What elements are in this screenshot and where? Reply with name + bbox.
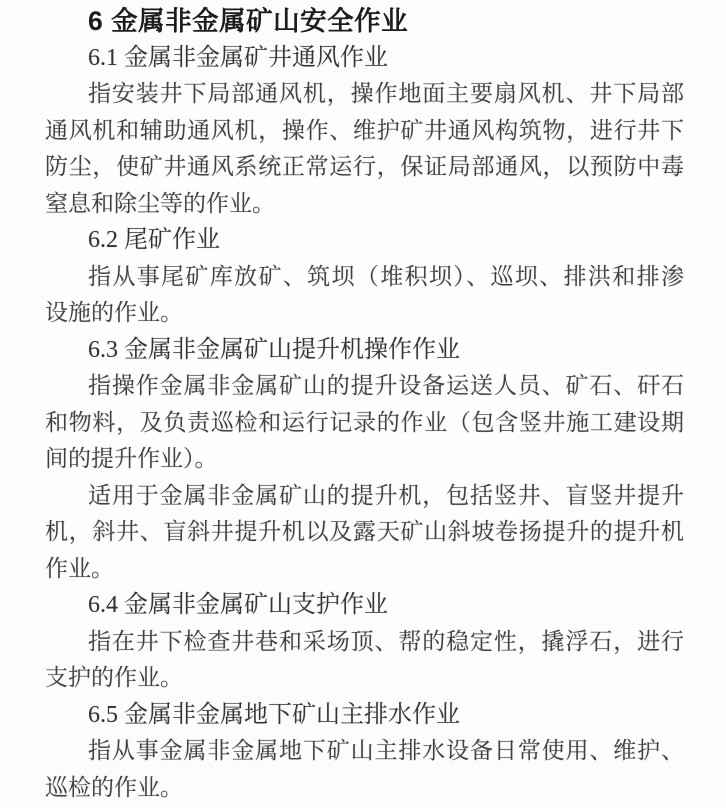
paragraph-line: 和物料，及负责巡检和运行记录的作业（包含竖井施工建设期 — [45, 409, 684, 435]
paragraph — [45, 478, 684, 588]
paragraph — [45, 733, 684, 806]
paragraph-line: 支护的作业。 — [45, 665, 183, 690]
section-6-4 — [45, 587, 684, 697]
chapter-heading: 6 金属非金属矿山安全作业 — [88, 6, 409, 36]
paragraph-line: 指在井下检查井巷和采场顶、帮的稳定性，撬浮石，进行 — [88, 628, 684, 654]
paragraph-line: 巡检的作业。 — [45, 774, 183, 800]
paragraph-line: 间的提升作业）。 — [45, 446, 218, 471]
paragraph-line: 指从事金属非金属地下矿山主排水设备日常使用、维护、 — [88, 738, 684, 763]
paragraph-line: 作业。 — [45, 555, 114, 581]
paragraph — [45, 259, 684, 332]
paragraph — [45, 76, 684, 222]
section-heading-6-1: 6.1 金属非金属矿井通风作业 — [88, 44, 388, 71]
paragraph-line: 适用于金属非金属矿山的提升机，包括竖井、盲竖井提升 — [88, 482, 684, 508]
section-6-5 — [45, 697, 684, 807]
paragraph-line: 指从事尾矿库放矿、筑坝（堆积坝）、巡坝、排洪和排渗 — [88, 263, 684, 289]
section-6-1 — [45, 40, 684, 223]
section-heading-6-3: 6.3 金属非金属矿山提升机操作作业 — [88, 336, 460, 363]
section-heading-6-5: 6.5 金属非金属地下矿山主排水作业 — [88, 701, 460, 728]
paragraph-line: 指安装井下局部通风机，操作地面主要扇风机、井下局部 — [88, 81, 684, 106]
section-6-2 — [45, 222, 684, 332]
section-heading-6-2: 6.2 尾矿作业 — [88, 227, 220, 253]
paragraph-line: 设施的作业。 — [45, 300, 183, 325]
paragraph-line: 指操作金属非金属矿山的提升设备运送人员、矿石、矸石 — [88, 373, 684, 398]
paragraph — [45, 624, 684, 697]
paragraph-line: 窒息和除尘等的作业。 — [45, 190, 275, 216]
section-6-3 — [45, 332, 684, 588]
paragraph — [45, 368, 684, 478]
paragraph-line: 通风机和辅助通风机，操作、维护矿井通风构筑物，进行井下 — [45, 117, 684, 143]
paragraph-line: 防尘，使矿井通风系统正常运行，保证局部通风，以预防中毒 — [45, 154, 684, 179]
section-heading-6-4: 6.4 金属非金属矿山支护作业 — [88, 592, 388, 618]
paragraph-line: 机，斜井、盲斜井提升机以及露天矿山斜坡卷扬提升的提升机 — [45, 519, 684, 544]
